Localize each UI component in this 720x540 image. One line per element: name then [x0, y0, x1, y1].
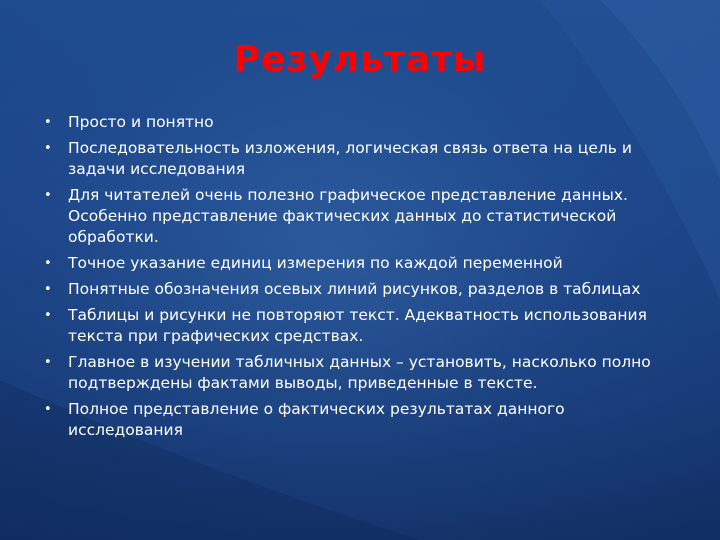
bullet-item [44, 112, 684, 133]
bullet-text: Полное представление о фактических результатах данного исследования [68, 400, 565, 439]
bullet-text: Просто и понятно [68, 113, 214, 131]
bullet-dot-icon: • [44, 115, 52, 130]
bullet-list [44, 112, 684, 446]
bullet-text: Таблицы и рисунки не повторяют текст. Адекватность использования текста при графических средствах. [68, 306, 647, 345]
bullet-text: Последовательность изложения, логическая связь ответа на цель и задачи исследования [68, 139, 632, 178]
bullet-text: Точное указание единиц измерения по каждой переменной [68, 254, 563, 272]
bullet-text: Понятные обозначения осевых линий рисунков, разделов в таблицах [68, 280, 641, 298]
bullet-text: Для читателей очень полезно графическое представление данных. Особенно представление фактических данных до статистической обработки. [68, 186, 628, 246]
bullet-item [44, 352, 684, 394]
bullet-dot-icon: • [44, 355, 52, 370]
bullet-item [44, 399, 684, 441]
bullet-dot-icon: • [44, 282, 52, 297]
bullet-dot-icon: • [44, 308, 52, 323]
bullet-dot-icon: • [44, 256, 52, 271]
bullet-item [44, 305, 684, 347]
bullet-dot-icon: • [44, 141, 52, 156]
bullet-text: Главное в изучении табличных данных – установить, насколько полно подтверждены фактами выводы, приведенные в тексте. [68, 353, 651, 392]
bullet-dot-icon: • [44, 402, 52, 417]
bullet-item [44, 185, 684, 248]
bullet-dot-icon: • [44, 188, 52, 203]
slide-title: Результаты [233, 39, 487, 80]
bullet-item [44, 253, 684, 274]
bullet-item [44, 138, 684, 180]
bullet-item [44, 279, 684, 300]
